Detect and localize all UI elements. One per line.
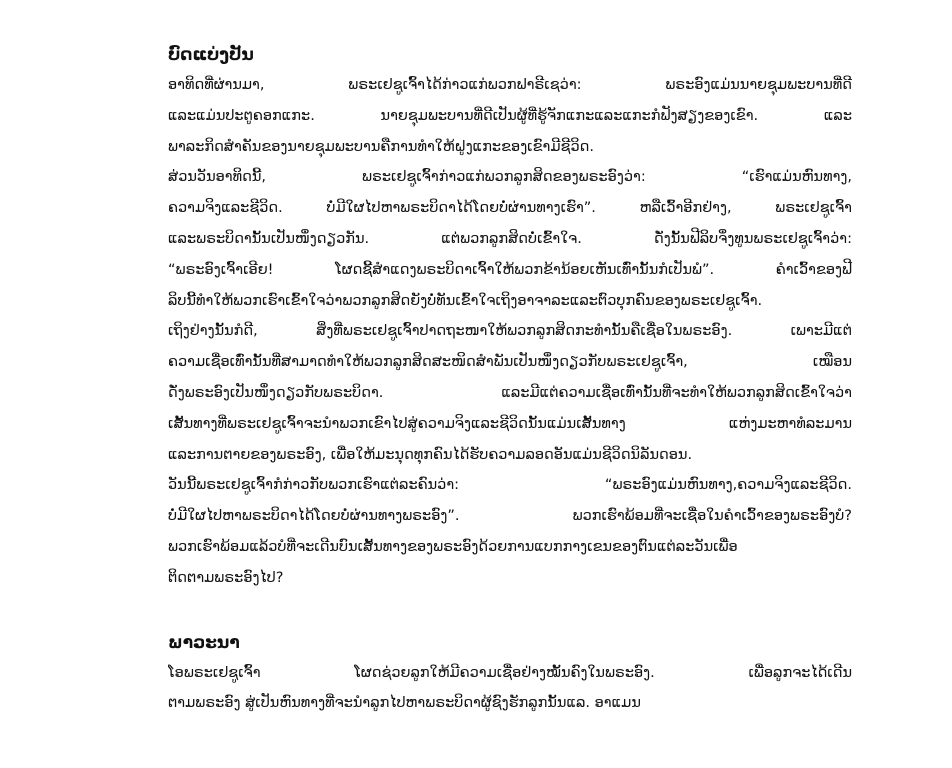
section-heading-prayer: ພາວະນາ [168, 632, 240, 653]
text-line: ພາລະກິດສຳຄັນຂອງນາຍຊຸມພະບານຄືການທຳໃຫ້ຝູງແກະຂອງເຂົາມີຊີວິດ. [168, 138, 594, 155]
text-line: ຄວາມຈິງແລະຊີວິດ. ບໍ່ມີໃຜໄປຫາພຣະບິດາໄດ້ໂດຍບໍ່ຜ່ານທາງເຮົາ”. ຫລືເວົ້າອີກຢ່າງ, ພຣະເຢຊູເຈົ້າ [168, 200, 852, 217]
text-line: ພວກເຮົາພ້ອມແລ້ວບໍທີ່ຈະເດີນບົນເສັ້ນທາງຂອງພຣະອົງດ້ວຍການແບກກາງເຂນຂອງຕົນແຕ່ລະວັນເພື່ອ [168, 538, 738, 555]
text-line: ຕາມພຣະອົງ ສູ່ເປັນຫົນທາງທີ່ຈະນຳລູກໄປຫາພຣະບິດາຜູ້ຊົງຮັກລູກນັ້ນແລ. ອາແມນ [168, 695, 641, 712]
text-line: ແລະພຣະບິດານັ້ນເປັນໜຶ່ງດຽວກັນ. ແຕ່ພວກລູກສິດບໍ່ເຂົ້າໃຈ. ດັ່ງນັ້ນຟີລິບຈຶ່ງທູນພຣະເຢຊູເຈົ້າວ່າ: [168, 230, 852, 247]
text-line: ເຖິງຢ່າງນັ້ນກໍດີ, ສິ່ງທີ່ພຣະເຢຊູເຈົ້າປາດຖະໜາໃຫ້ພວກລູກສິດກະທຳນັ້ນຄືເຊື່ອໃນພຣະອົງ. ເພາະມີແຕ່ [168, 323, 852, 340]
text-line: ຕິດຕາມພຣະອົງໄປ? [168, 569, 284, 586]
text-line: ຄວາມເຊື່ອເທົ່ານັ້ນທີ່ສາມາດທຳໃຫ້ພວກລູກສິດສະໜິດສຳພັນເປັນໜຶ່ງດຽວກັບພຣະເຢຊູເຈົ້າ, ເໝືອນ [168, 354, 852, 371]
section-spacer [168, 594, 852, 628]
paragraph-prayer [168, 658, 852, 720]
text-line: ເສັ້ນທາງທີ່ພຣະເຢຊູເຈົ້າຈະນຳພວກເຂົາໄປສູ່ຄວາມຈິງແລະຊີວິດນັ້ນແມ່ນເສັ້ນທາງ ແຫ່ງມະຫາທໍລະມານ [168, 415, 852, 432]
text-line: ແລະແມ່ນປະຕູຄອກແກະ. ນາຍຊຸມພະບານທີ່ດີເປັນຜູ້ທີ່ຮູ້ຈັກແກະແລະແກະກໍຟັງສຽງຂອງເຂົາ. ແລະ [168, 107, 852, 124]
text-line: ວັນນີ້ພຣະເຢຊູເຈົ້າກໍກ່າວກັບພວກເຮົາແຕ່ລະຄົນວ່າ: “ພຣະອົງແມ່ນຫົນທາງ,ຄວາມຈິງແລະຊີວິດ. [168, 477, 852, 494]
text-line: ລິບນີ້ທຳໃຫ້ພວກເຮົາເຂົ້າໃຈວ່າພວກລູກສິດຍັງບໍ່ທັນເຂົ້າໃຈເຖິງອາຈາລະແລະຕົວບຸກຄົນຂອງພຣະເຢຊູເຈົ້າ. [168, 292, 763, 309]
paragraph-2 [168, 162, 852, 470]
section-heading-sharing: ບົດແບ່ງປັນ [168, 45, 254, 65]
paragraph-3 [168, 470, 852, 593]
text-line: “ພຣະອົງເຈົ້າເອີຍ! ໂຜດຊີ້ສຳແດງພຣະບິດາເຈົ້າໃຫ້ພວກຂ້ານ້ອຍເຫັນເທົ່ານັ້ນກໍເປັນພໍ”. ຄຳເວົ້າຂອງຟີ [168, 261, 852, 278]
text-line: ແລະການຕາຍຂອງພຣະອົງ, ເພື່ອໃຫ້ມະນຸດທຸກຄົນໄດ້ຮັບຄວາມລອດອັນແມ່ນຊີວິດນິລັນດອນ. [168, 446, 693, 463]
paragraph-1 [168, 70, 852, 162]
text-line: ບໍ່ມີໃຜໄປຫາພຣະບິດາໄດ້ໂດຍບໍ່ຜ່ານທາງພຣະອົງ”. ພວກເຮົາພ້ອມທີ່ຈະເຊື່ອໃນຄຳເວົ້າຂອງພຣະອົງບໍ? [168, 508, 852, 525]
text-line: ອາທິດທີ່ຜ່ານມາ, ພຣະເຢຊູເຈົ້າໄດ້ກ່າວແກ່ພວກຟາຣີເຊວ່າ: ພຣະອົງແມ່ນນາຍຊຸມພະບານທີ່ດີ [168, 77, 852, 93]
text-line: ສ່ວນວັນອາທິດນີ້, ພຣະເຢຊູເຈົ້າກ່າວແກ່ພວກລູກສິດຂອງພຣະອົງວ່າ: “ເຮົາແມ່ນຫົນທາງ, [168, 169, 852, 186]
document-body [168, 40, 852, 719]
text-line: ໂອພຣະເຢຊູເຈົ້າ ໂຜດຊ່ວຍລູກໃຫ້ມີຄວາມເຊື່ອຢ່າງໝັ້ນຄົງໃນພຣະອົງ. ເພື່ອລູກຈະໄດ້ເດີນ [168, 664, 852, 681]
text-line: ດັ່ງພຣະອົງເປັນໜຶ່ງດຽວກັບພຣະບິດາ. ແລະມີແຕ່ຄວາມເຊື່ອເທົ່ານັ້ນທີ່ຈະທຳໃຫ້ພວກລູກສິດເຂົ້າໃຈວ່າ [168, 384, 852, 401]
